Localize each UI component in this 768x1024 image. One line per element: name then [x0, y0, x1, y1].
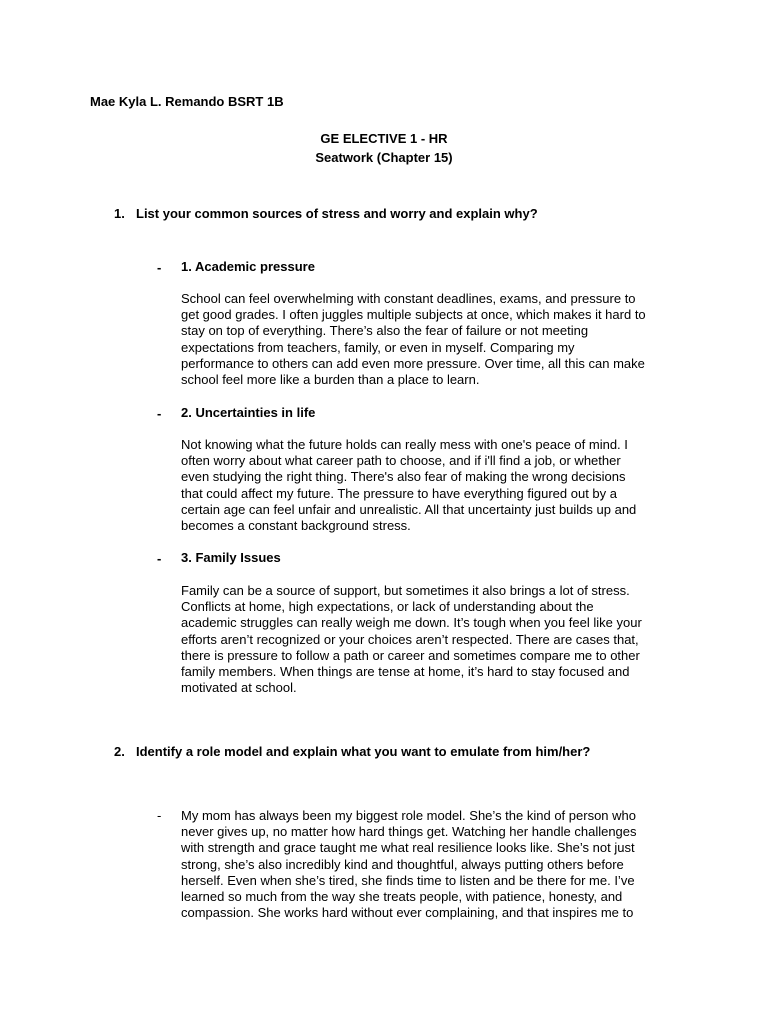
paragraph-line: with strength and grace taught me what real resilience looks like. She’s not just [181, 840, 635, 856]
paragraph-line: learned so much from the way she treats people, with patience, honesty, and [181, 889, 623, 905]
question-1 [114, 206, 538, 222]
item-3-title: 3. Family Issues [181, 550, 281, 565]
course-title: GE ELECTIVE 1 - HR [320, 131, 448, 146]
paragraph-line: My mom has always been my biggest role model. She’s the kind of person who [181, 808, 636, 823]
question-2 [114, 744, 590, 760]
paragraph-line: Not knowing what the future holds can really mess with one's peace of mind. I [181, 437, 628, 452]
item-2-paragraph [181, 437, 681, 534]
paragraph-line: certain age can feel unfair and unrealistic. All that uncertainty just builds up and [181, 501, 637, 517]
paragraph-line: motivated at school. [181, 680, 297, 696]
paragraph-line: stay on top of everything. There’s also the fear of failure or not meeting [181, 323, 589, 339]
question-2-number: 2. [114, 744, 125, 759]
paragraph-line: academic struggles can really weigh me down. It’s tough when you feel like your [181, 615, 642, 631]
paragraph-line: school feel more like a burden than a place to learn. [181, 372, 480, 388]
paragraph-line: Family can be a source of support, but sometimes it also brings a lot of stress. [181, 583, 630, 598]
paragraph-line: family members. When things are tense at home, it’s hard to stay focused and [181, 664, 630, 680]
answer-2-dash: - [157, 808, 162, 823]
paragraph-line: herself. Even when she’s tired, she finds time to listen and be there for me. I’ve [181, 872, 635, 888]
activity-title: Seatwork (Chapter 15) [315, 150, 453, 165]
paragraph-line: even studying the right thing. There's also fear of making the wrong decisions [181, 469, 626, 485]
paragraph-line: get good grades. I often juggles multiple subjects at once, which makes it hard to [181, 307, 646, 323]
item-3-paragraph [181, 583, 681, 696]
paragraph-line: School can feel overwhelming with constant deadlines, exams, and pressure to [181, 291, 636, 306]
item-2-dash: - [157, 406, 162, 421]
paragraph-line: there is pressure to follow a path or career and sometimes compare me to other [181, 647, 640, 663]
question-1-number: 1. [114, 206, 125, 221]
item-1-dash: - [157, 260, 162, 275]
question-1-text: List your common sources of stress and worry and explain why? [136, 206, 538, 221]
question-2-text: Identify a role model and explain what you want to emulate from him/her? [136, 744, 591, 759]
paragraph-line: compassion. She works hard without ever complaining, and that inspires me to [181, 905, 634, 921]
paragraph-line: performance to others can add even more pressure. Over time, all this can make [181, 355, 645, 371]
item-2-title: 2. Uncertainties in life [181, 405, 316, 420]
answer-2-paragraph [181, 808, 681, 921]
paragraph-line: often worry about what career path to choose, and if i'll find a job, or whether [181, 453, 621, 469]
author-line: Mae Kyla L. Remando BSRT 1B [90, 94, 284, 109]
item-1-title: 1. Academic pressure [181, 259, 315, 274]
paragraph-line: never gives up, no matter how hard things get. Watching her handle challenges [181, 824, 637, 840]
paragraph-line: efforts aren’t recognized or your choices aren’t respected. There are cases that, [181, 631, 639, 647]
paragraph-line: becomes a constant background stress. [181, 518, 411, 534]
paragraph-line: that could affect my future. The pressure to have everything figured out by a [181, 485, 617, 501]
paragraph-line: expectations from teachers, family, or even in myself. Comparing my [181, 339, 575, 355]
paragraph-line: strong, she’s also incredibly kind and thoughtful, always putting others before [181, 856, 624, 872]
item-3-dash: - [157, 551, 162, 566]
item-1-paragraph [181, 291, 681, 388]
paragraph-line: Conflicts at home, high expectations, or lack of understanding about the [181, 599, 594, 615]
